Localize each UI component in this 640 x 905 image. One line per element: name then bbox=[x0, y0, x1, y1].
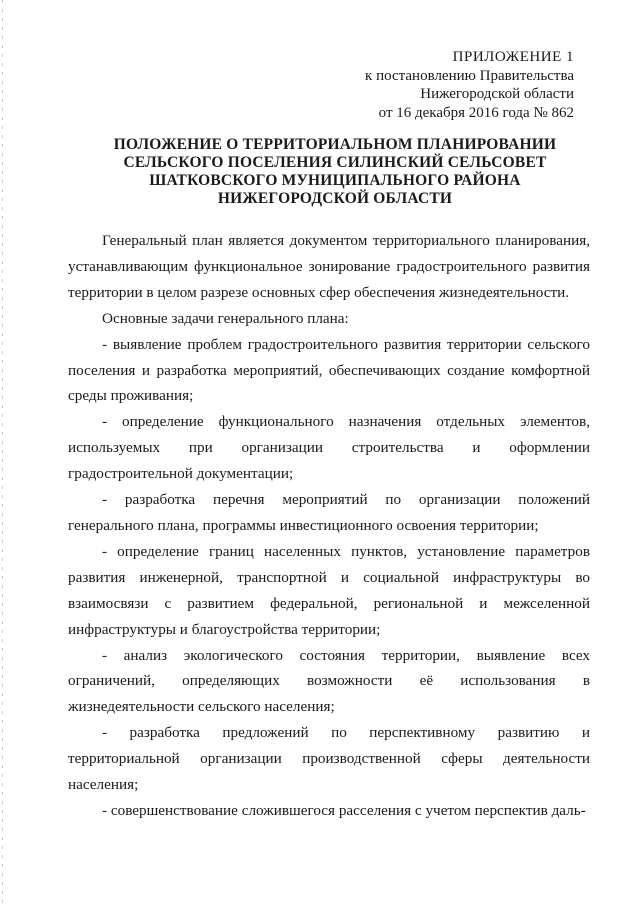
list-item-task: - анализ экологического состояния территории, выявление всех ограничений, определяющих возможности её использования в жизнедеятельности сельского населения; bbox=[68, 646, 590, 716]
document-body bbox=[68, 228, 590, 824]
appendix-line-3: от 16 декабря 2016 года № 862 bbox=[378, 104, 574, 121]
title-line-4: НИЖЕГОРОДСКОЙ ОБЛАСТИ bbox=[217, 190, 453, 207]
title-line-1: ПОЛОЖЕНИЕ О ТЕРРИТОРИАЛЬНОМ ПЛАНИРОВАНИИ bbox=[113, 136, 557, 153]
appendix-line-1: к постановлению Правительства bbox=[365, 67, 574, 84]
appendix-header bbox=[365, 48, 574, 122]
list-item-task: - определение функционального назначения отдельных элементов, используемых при организации строительства и оформлении градостроительной документации; bbox=[68, 413, 590, 483]
list-item-task: - разработка предложений по перспективному развитию и территориальной организации производственной сферы деятельности населения; bbox=[68, 724, 590, 794]
paragraph-tasks-heading: Основные задачи генерального плана: bbox=[102, 309, 349, 327]
appendix-line-2: Нижегородской области bbox=[420, 86, 574, 102]
list-item-task: - совершенствование сложившегося расселения с учетом перспектив даль- bbox=[102, 801, 586, 819]
appendix-title: ПРИЛОЖЕНИЕ 1 bbox=[452, 49, 574, 65]
list-item-task: - определение границ населенных пунктов, установление параметров развития инженерной, транспортной и социальной инфраструктуры во взаимосвязи с развитием федеральной, региональной и межселенной инфраструктуры и благоустройства территории; bbox=[68, 542, 590, 638]
document-title bbox=[100, 136, 570, 208]
list-item-task: - разработка перечня мероприятий по организации положений генерального плана, программы инвестиционного освоения территории; bbox=[68, 491, 590, 534]
title-line-3: ШАТКОВСКОГО МУНИЦИПАЛЬНОГО РАЙОНА bbox=[149, 172, 521, 189]
scan-edge-artifact bbox=[2, 0, 3, 905]
title-line-2: СЕЛЬСКОГО ПОСЕЛЕНИЯ СИЛИНСКИЙ СЕЛЬСОВЕТ bbox=[123, 154, 547, 171]
paragraph-intro: Генеральный план является документом территориального планирования, устанавливающим функциональное зонирование градостроительного развития территории в целом разрезе основных сфер обеспечения жизнедеятельности. bbox=[68, 232, 590, 301]
list-item-task: - выявление проблем градостроительного развития территории сельского поселения и разработка мероприятий, обеспечивающих создание комфортной среды проживания; bbox=[68, 335, 590, 405]
